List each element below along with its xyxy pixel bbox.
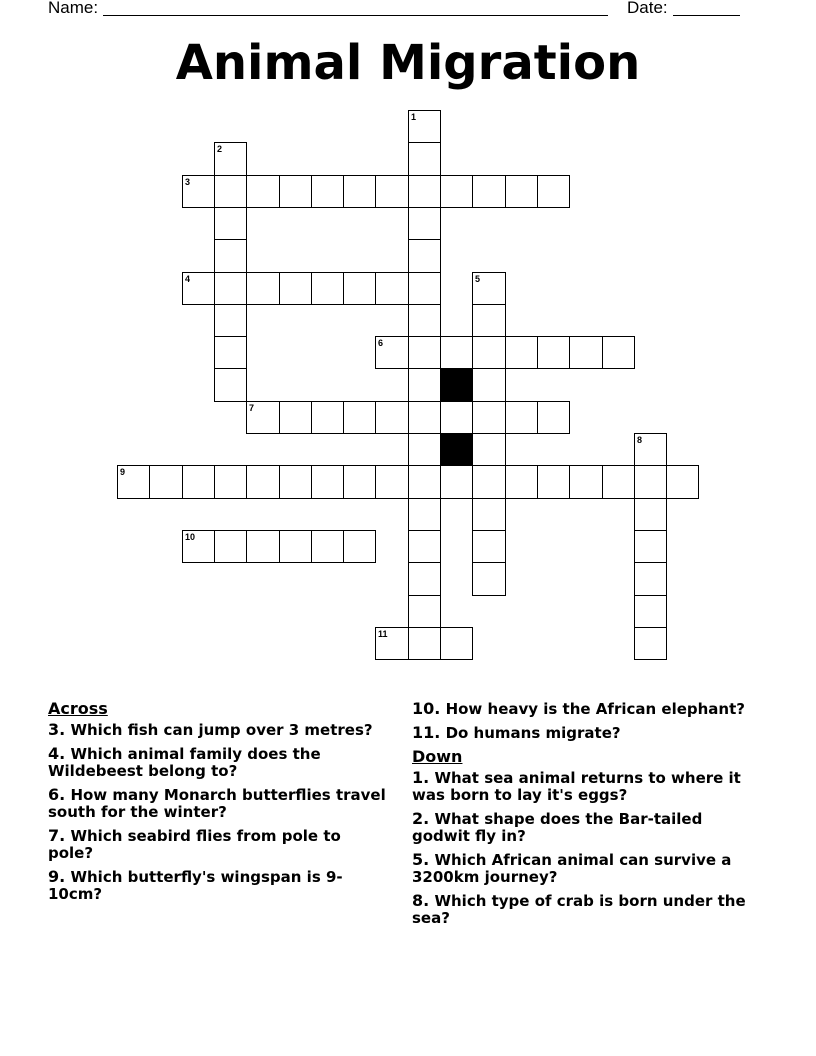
clue-number: 9. bbox=[48, 867, 66, 886]
crossword-cell[interactable] bbox=[343, 465, 376, 499]
crossword-cell[interactable] bbox=[472, 336, 506, 369]
clue-number: 11. bbox=[412, 723, 441, 742]
crossword-cell[interactable] bbox=[214, 336, 247, 369]
clue-across-10 bbox=[412, 700, 762, 718]
clue-across-9 bbox=[48, 868, 388, 903]
cell-number: 5 bbox=[475, 274, 481, 284]
crossword-cell[interactable] bbox=[408, 239, 441, 273]
crossword-cell[interactable] bbox=[408, 498, 441, 531]
cell-number: 7 bbox=[249, 403, 255, 413]
clue-down-1 bbox=[412, 769, 762, 804]
page-title: Animal Migration bbox=[175, 35, 641, 91]
clue-text: Which butterfly's wingspan is 9-10cm? bbox=[48, 868, 343, 903]
crossword-cell[interactable] bbox=[472, 401, 506, 434]
clue-text: Do humans migrate? bbox=[445, 724, 621, 742]
crossword-cell[interactable] bbox=[569, 465, 603, 499]
clue-text: What shape does the Bar-tailed godwit fly in? bbox=[412, 810, 703, 845]
crossword-cell[interactable] bbox=[537, 175, 570, 208]
crossword-cell[interactable] bbox=[343, 530, 376, 563]
crossword-cell[interactable] bbox=[537, 336, 570, 369]
clue-across-11 bbox=[412, 724, 762, 742]
crossword-cell[interactable] bbox=[408, 110, 441, 143]
crossword-cell[interactable] bbox=[537, 465, 570, 499]
clue-down-8 bbox=[412, 892, 762, 927]
crossword-cell[interactable] bbox=[408, 627, 441, 660]
crossword-block-cell bbox=[440, 368, 473, 402]
crossword-cell[interactable] bbox=[375, 465, 409, 499]
crossword-cell[interactable] bbox=[472, 465, 506, 499]
crossword-cell[interactable] bbox=[505, 175, 538, 208]
crossword-cell[interactable] bbox=[408, 530, 441, 563]
crossword-cell[interactable] bbox=[182, 465, 215, 499]
cell-number: 4 bbox=[185, 274, 191, 284]
clue-text: Which type of crab is born under the sea? bbox=[412, 892, 746, 927]
crossword-cell[interactable] bbox=[634, 562, 667, 596]
crossword-cell[interactable] bbox=[602, 336, 635, 369]
crossword-cell[interactable] bbox=[408, 595, 441, 628]
clue-number: 3. bbox=[48, 720, 66, 739]
crossword-cell[interactable] bbox=[214, 239, 247, 273]
crossword-cell[interactable] bbox=[311, 465, 344, 499]
crossword-cell[interactable] bbox=[472, 368, 506, 402]
crossword-cell[interactable] bbox=[634, 465, 667, 499]
cell-number: 1 bbox=[411, 112, 417, 122]
crossword-cell[interactable] bbox=[343, 401, 376, 434]
clue-number: 7. bbox=[48, 826, 66, 845]
crossword-cell[interactable] bbox=[246, 175, 280, 208]
down-heading: Down bbox=[412, 747, 463, 766]
clue-across-4 bbox=[48, 745, 388, 780]
crossword-cell[interactable] bbox=[182, 175, 215, 208]
clue-text: How many Monarch butterflies travel south for the winter? bbox=[48, 786, 386, 821]
crossword-cell[interactable] bbox=[666, 465, 699, 499]
crossword-cell[interactable] bbox=[634, 627, 667, 660]
cell-number: 2 bbox=[217, 144, 223, 154]
crossword-cell[interactable] bbox=[214, 272, 247, 305]
crossword-cell[interactable] bbox=[634, 595, 667, 628]
crossword-cell[interactable] bbox=[182, 272, 215, 305]
clue-across-6 bbox=[48, 786, 388, 821]
crossword-cell[interactable] bbox=[472, 530, 506, 563]
crossword-cell[interactable] bbox=[602, 465, 635, 499]
crossword-cell[interactable] bbox=[440, 175, 473, 208]
crossword-cell[interactable] bbox=[214, 207, 247, 240]
crossword-cell[interactable] bbox=[408, 562, 441, 596]
crossword-cell[interactable] bbox=[472, 304, 506, 337]
crossword-cell[interactable] bbox=[375, 627, 409, 660]
crossword-cell[interactable] bbox=[505, 465, 538, 499]
cell-number: 8 bbox=[637, 435, 643, 445]
clue-text: Which animal family does the Wildebeest belong to? bbox=[48, 745, 321, 780]
crossword-cell[interactable] bbox=[311, 272, 344, 305]
cell-number: 10 bbox=[185, 532, 196, 542]
crossword-cell[interactable] bbox=[505, 401, 538, 434]
crossword-cell[interactable] bbox=[311, 401, 344, 434]
crossword-cell[interactable] bbox=[279, 401, 312, 434]
crossword-cell[interactable] bbox=[505, 336, 538, 369]
crossword-cell[interactable] bbox=[472, 562, 506, 596]
clues-left-column bbox=[48, 700, 388, 909]
clue-down-2 bbox=[412, 810, 762, 845]
crossword-cell[interactable] bbox=[569, 336, 603, 369]
crossword-cell[interactable] bbox=[472, 433, 506, 466]
clue-text: How heavy is the African elephant? bbox=[445, 700, 745, 718]
crossword-cell[interactable] bbox=[375, 336, 409, 369]
clue-number: 8. bbox=[412, 891, 430, 910]
clue-text: Which fish can jump over 3 metres? bbox=[70, 721, 373, 739]
clue-text: Which seabird flies from pole to pole? bbox=[48, 827, 341, 862]
across-heading: Across bbox=[48, 699, 108, 718]
clue-text: Which African animal can survive a 3200km journey? bbox=[412, 851, 732, 886]
crossword-cell[interactable] bbox=[408, 272, 441, 305]
cell-number: 11 bbox=[378, 629, 388, 639]
crossword-cell[interactable] bbox=[117, 465, 150, 499]
clue-number: 2. bbox=[412, 809, 430, 828]
crossword-block-cell bbox=[440, 433, 473, 466]
crossword-cell[interactable] bbox=[279, 465, 312, 499]
crossword-cell[interactable] bbox=[634, 498, 667, 531]
crossword-cell[interactable] bbox=[311, 530, 344, 563]
crossword-cell[interactable] bbox=[440, 336, 473, 369]
crossword-cell[interactable] bbox=[408, 336, 441, 369]
crossword-cell[interactable] bbox=[214, 530, 247, 563]
crossword-cell[interactable] bbox=[311, 175, 344, 208]
crossword-cell[interactable] bbox=[408, 368, 441, 402]
clue-number: 6. bbox=[48, 785, 66, 804]
crossword-cell[interactable] bbox=[408, 465, 441, 499]
crossword-cell[interactable] bbox=[214, 465, 247, 499]
crossword-cell[interactable] bbox=[634, 433, 667, 466]
crossword-cell[interactable] bbox=[214, 304, 247, 337]
clue-across-3 bbox=[48, 721, 388, 739]
clue-across-7 bbox=[48, 827, 388, 862]
clue-number: 1. bbox=[412, 768, 430, 787]
crossword-cell[interactable] bbox=[246, 272, 280, 305]
crossword-cell[interactable] bbox=[279, 175, 312, 208]
crossword-cell[interactable] bbox=[440, 627, 473, 660]
crossword-cell[interactable] bbox=[279, 530, 312, 563]
crossword-cell[interactable] bbox=[440, 401, 473, 434]
clue-text: What sea animal returns to where it was born to lay it's eggs? bbox=[412, 769, 741, 804]
clues-right-column bbox=[412, 700, 762, 933]
crossword-cell[interactable] bbox=[375, 175, 409, 208]
crossword-cell[interactable] bbox=[279, 272, 312, 305]
crossword-cell[interactable] bbox=[408, 401, 441, 434]
cell-number: 6 bbox=[378, 338, 384, 348]
crossword-cell[interactable] bbox=[214, 368, 247, 402]
clue-down-5 bbox=[412, 851, 762, 886]
crossword-cell[interactable] bbox=[537, 401, 570, 434]
crossword-cell[interactable] bbox=[440, 465, 473, 499]
crossword-cell[interactable] bbox=[375, 272, 409, 305]
crossword-cell[interactable] bbox=[149, 465, 183, 499]
crossword-cell[interactable] bbox=[408, 142, 441, 176]
crossword-cell[interactable] bbox=[343, 175, 376, 208]
crossword-cell[interactable] bbox=[246, 530, 280, 563]
crossword-cell[interactable] bbox=[408, 207, 441, 240]
crossword-cell[interactable] bbox=[214, 142, 247, 176]
crossword-cell[interactable] bbox=[375, 401, 409, 434]
clue-number: 10. bbox=[412, 699, 441, 718]
crossword-cell[interactable] bbox=[634, 530, 667, 563]
date-label: Date: bbox=[627, 0, 668, 17]
crossword-cell[interactable] bbox=[472, 498, 506, 531]
crossword-cell[interactable] bbox=[182, 530, 215, 563]
clue-number: 4. bbox=[48, 744, 66, 763]
clue-number: 5. bbox=[412, 850, 430, 869]
crossword-cell[interactable] bbox=[343, 272, 376, 305]
crossword-cell[interactable] bbox=[408, 304, 441, 337]
crossword-cell[interactable] bbox=[408, 175, 441, 208]
crossword-cell[interactable] bbox=[246, 465, 280, 499]
crossword-cell[interactable] bbox=[408, 433, 441, 466]
crossword-cell[interactable] bbox=[246, 401, 280, 434]
cell-number: 9 bbox=[120, 467, 126, 477]
cell-number: 3 bbox=[185, 177, 191, 187]
crossword-cell[interactable] bbox=[472, 175, 506, 208]
crossword-cell[interactable] bbox=[214, 175, 247, 208]
name-label: Name: bbox=[48, 0, 99, 17]
crossword-cell[interactable] bbox=[472, 272, 506, 305]
